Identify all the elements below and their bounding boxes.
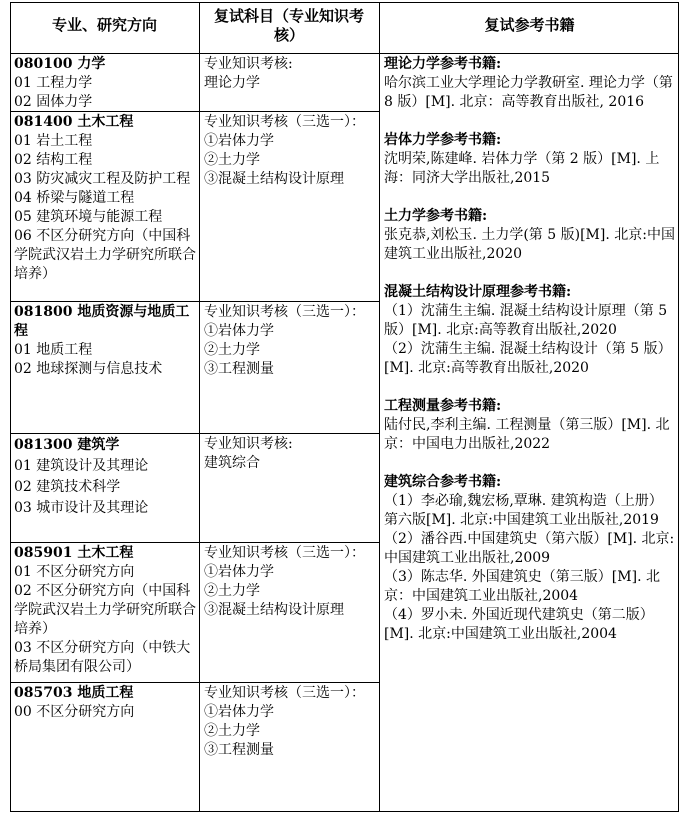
exam-title: 专业知识考核（三选一）：: [204, 685, 365, 701]
direction-item: 04 桥梁与隧道工程: [14, 190, 135, 206]
books-concrete-structures: [384, 283, 676, 378]
books-rock-mechanics: [384, 131, 676, 188]
book-entry: （1）李必瑜,魏宏杨,覃琳. 建筑构造（上册）第六版[M]. 北京:中国建筑工业出版社,2019: [384, 493, 663, 528]
books-engineering-survey: [384, 397, 676, 454]
book-entry: （1）沈蒲生主编. 混凝土结构设计原理（第 5 版）[M]. 北京:高等教育出版社,2020: [384, 303, 672, 338]
row-divider-2: [10, 301, 379, 302]
exam-item: ①岩体力学: [204, 323, 274, 339]
book-entry: 陆付民,李利主编. 工程测量（第三版）[M]. 北京：中国电力出版社,2022: [384, 417, 670, 452]
direction-item: 06 不区分研究方向（中国科学院武汉岩土力学研究所联合培养）: [14, 228, 196, 282]
direction-item: 02 建筑技术科学: [14, 479, 121, 495]
exam-item: ②土力学: [204, 583, 260, 599]
book-entry: （2）潘谷西.中国建筑史（第六版）[M]. 北京:中国建筑工业出版社,2009: [384, 531, 675, 566]
direction-item: 05 建筑环境与能源工程: [14, 209, 163, 225]
row-081400-major: [14, 113, 197, 284]
books-theoretical-mechanics: [384, 55, 676, 112]
direction-item: 01 不区分研究方向: [14, 564, 135, 580]
row-081300-exam: [204, 435, 376, 473]
exam-item: 建筑综合: [204, 455, 260, 471]
header-exam-label: 复试科目（专业知识考核）: [213, 7, 364, 44]
exam-title: 专业知识考核:: [204, 436, 293, 452]
major-code: 085901 土木工程: [14, 545, 134, 561]
row-divider-4: [10, 542, 379, 543]
direction-item: 01 工程力学: [14, 75, 93, 91]
row-080100-major: [14, 55, 197, 112]
row-085703-major: [14, 684, 197, 722]
exam-item: ②土力学: [204, 723, 260, 739]
exam-item: ③混凝土结构设计原理: [204, 171, 344, 187]
exam-item: 理论力学: [204, 75, 260, 91]
book-section-title: 土力学参考书籍:: [384, 208, 488, 224]
book-section-title: 建筑综合参考书籍:: [384, 474, 502, 490]
header-major: [10, 16, 199, 35]
books-architecture-comprehensive: [384, 473, 676, 644]
direction-item: 03 防灾减灾工程及防护工程: [14, 171, 191, 187]
book-entry: 张克恭,刘松玉. 土力学(第 5 版)[M]. 北京:中国建筑工业出版社,2020: [384, 227, 675, 262]
book-section-title: 岩体力学参考书籍:: [384, 132, 502, 148]
header-divider: [10, 53, 679, 54]
row-080100-exam: [204, 55, 376, 93]
exam-item: ③混凝土结构设计原理: [204, 602, 344, 618]
column-divider-1: [199, 2, 200, 812]
exam-item: ③工程测量: [204, 361, 274, 377]
exam-title: 专业知识考核:: [204, 56, 293, 72]
row-081800-major: [14, 303, 197, 379]
major-code: 080100 力学: [14, 56, 106, 72]
exam-item: ①岩体力学: [204, 704, 274, 720]
exam-item: ①岩体力学: [204, 133, 274, 149]
exam-item: ①岩体力学: [204, 564, 274, 580]
row-divider-3: [10, 433, 379, 434]
exam-title: 专业知识考核（三选一）：: [204, 304, 365, 320]
book-entry: 哈尔滨工业大学理论力学教研室. 理论力学（第 8 版）[M]. 北京：高等教育出版社, 2016: [384, 75, 678, 110]
column-divider-2: [379, 2, 380, 812]
exam-item: ②土力学: [204, 152, 260, 168]
row-divider-5: [10, 682, 379, 683]
exam-title: 专业知识考核（三选一）：: [204, 114, 365, 130]
direction-item: 01 地质工程: [14, 342, 93, 358]
direction-item: 00 不区分研究方向: [14, 704, 135, 720]
row-085901-major: [14, 544, 197, 677]
direction-item: 03 城市设计及其理论: [14, 500, 149, 516]
major-code: 081400 土木工程: [14, 114, 134, 130]
direction-item: 02 结构工程: [14, 152, 93, 168]
book-entry: （2）沈蒲生主编. 混凝土结构设计（第 5 版）[M]. 北京:高等教育出版社,2020: [384, 341, 672, 376]
book-entry: （3）陈志华. 外国建筑史（第三版）[M]. 北京：中国建筑工业出版社,2004: [384, 569, 660, 604]
row-085703-exam: [204, 684, 376, 760]
books-soil-mechanics: [384, 207, 676, 264]
reference-books: [384, 55, 676, 663]
book-entry: （4）罗小未. 外国近现代建筑史（第二版）[M]. 北京:中国建筑工业出版社,2004: [384, 607, 654, 642]
row-081800-exam: [204, 303, 376, 379]
row-085901-exam: [204, 544, 376, 620]
direction-item: 01 建筑设计及其理论: [14, 458, 149, 474]
direction-item: 03 不区分研究方向（中铁大桥局集团有限公司）: [14, 640, 191, 675]
header-books-label: 复试参考书籍: [484, 16, 575, 34]
book-section-title: 工程测量参考书籍:: [384, 398, 502, 414]
major-code: 081800 地质资源与地质工程: [14, 304, 190, 339]
header-exam: [204, 7, 374, 45]
book-entry: 沈明荣,陈建峰. 岩体力学（第 2 版）[M]. 上海：同济大学出版社,2015: [384, 151, 660, 186]
direction-item: 02 地球探测与信息技术: [14, 361, 163, 377]
header-books: [380, 16, 679, 35]
row-081400-exam: [204, 113, 376, 189]
book-section-title: 混凝土结构设计原理参考书籍:: [384, 284, 572, 300]
exam-item: ②土力学: [204, 342, 260, 358]
row-081300-major: [14, 435, 197, 519]
direction-item: 02 固体力学: [14, 94, 93, 110]
book-section-title: 理论力学参考书籍:: [384, 56, 502, 72]
exam-item: ③工程测量: [204, 742, 274, 758]
direction-item: 01 岩土工程: [14, 133, 93, 149]
major-code: 085703 地质工程: [14, 685, 134, 701]
major-code: 081300 建筑学: [14, 437, 120, 453]
header-major-label: 专业、研究方向: [51, 16, 157, 34]
exam-title: 专业知识考核（三选一）：: [204, 545, 365, 561]
direction-item: 02 不区分研究方向（中国科学院武汉岩土力学研究所联合培养）: [14, 583, 196, 637]
